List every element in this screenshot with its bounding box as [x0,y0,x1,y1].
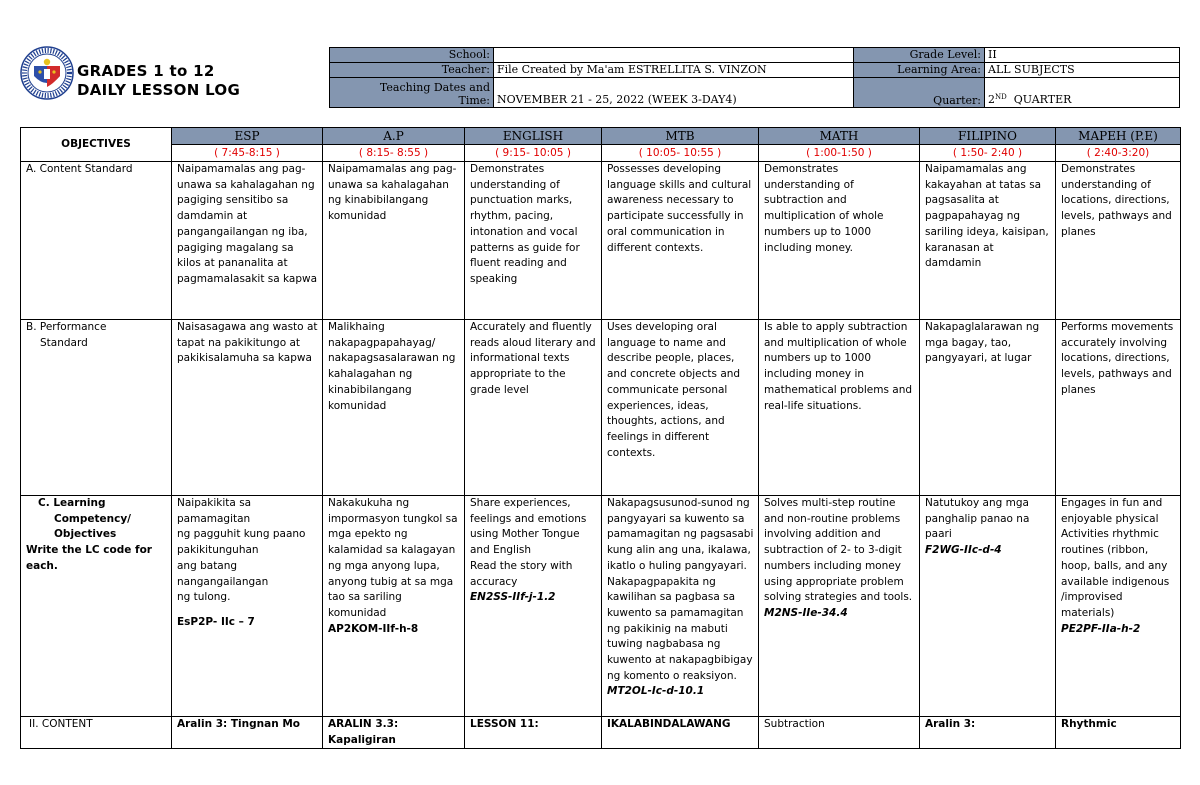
teacher-label: Teacher: [330,63,494,78]
performance-standard-math: Is able to apply subtraction and multiplication of whole numbers up to 1000 including money in mathematical problems and real-life situations. [759,320,920,496]
content-standard-filipino: Naipamamalas ang kakayahan at tatas sa pagsasalita at pagpapahayag ng sariling ideya, kaisipan, karanasan at damdamin [920,162,1056,320]
learning-competency-filipino [920,496,1056,717]
content-mapeh: Rhythmic [1056,717,1181,749]
title-line-2: DAILY LESSON LOG [77,81,241,99]
subject-header-esp: ESP [172,128,323,145]
teacher-value: File Created by Ma'am ESTRELLITA S. VINZON [494,63,854,78]
header-row-school [330,48,1180,63]
competency-text-english: Share experiences, feelings and emotions using Mother Tongue and English Read the story with accuracy [470,497,587,588]
school-label: School: [330,48,494,63]
header-row-dates [330,78,1180,108]
subject-header-english: ENGLISH [465,128,602,145]
page-title [77,62,240,100]
learning-competency-esp [172,496,323,717]
header-row-teacher [330,63,1180,78]
time-ap: ( 8:15- 8:55 ) [323,145,465,162]
competency-text-ap: Nakakukuha ng impormasyon tungkol sa mga epekto ng kalamidad sa kalagayan ng mga anyong lupa, anyong tubig at sa mga tao sa sariling komunidad [328,497,458,619]
lc-code-esp: EsP2P- IIc – 7 [177,615,255,628]
content-standard-english: Demonstrates understanding of punctuation marks, rhythm, pacing, intonation and vocal patterns as guide for fluent reading and speaking [465,162,602,320]
teaching-dates-value: NOVEMBER 21 - 25, 2022 (WEEK 3-DAY4) [494,78,854,108]
content-math: Subtraction [759,717,920,749]
learning-competency-ap [323,496,465,717]
quarter-number: 2 [988,93,995,106]
school-value [494,48,854,63]
learning-area-value: ALL SUBJECTS [985,63,1180,78]
lc-code-mtb: MT2OL-Ic-d-10.1 [607,685,705,698]
times-row [21,145,1181,162]
subject-header-mtb: MTB [602,128,759,145]
performance-standard-label-line-1: B. Performance [26,321,107,333]
content-row [21,717,1181,749]
time-mapeh: ( 2:40-3:20) [1056,145,1181,162]
subject-header-filipino: FILIPINO [920,128,1056,145]
time-math: ( 1:00-1:50 ) [759,145,920,162]
time-mtb: ( 10:05- 10:55 ) [602,145,759,162]
lc-code-math: M2NS-IIe-34.4 [764,606,848,619]
content-standard-row [21,162,1181,320]
lc-code-mapeh: PE2PF-IIa-h-2 [1061,622,1141,635]
subject-header-math: MATH [759,128,920,145]
performance-standard-mapeh: Performs movements accurately involving locations, directions, levels, pathways and planes [1056,320,1181,496]
deped-seal-logo [20,46,74,100]
teaching-dates-label [330,78,494,108]
learning-competency-mtb [602,496,759,717]
content-filipino: Aralin 3: [920,717,1056,749]
content-ap: ARALIN 3.3: Kapaligiran [323,717,465,749]
grade-level-label: Grade Level: [854,48,985,63]
content-mtb: IKALABINDALAWANG [602,717,759,749]
learning-competency-label-line-1: C. Learning [38,497,106,509]
lesson-log-table [20,127,1181,749]
performance-standard-esp: Naisasagawa ang wasto at tapat na pakikitungo at pakikisalamuha sa kapwa [172,320,323,496]
content-standard-mapeh: Demonstrates understanding of locations, directions, levels, pathways and planes [1056,162,1181,320]
teaching-dates-label-line-2: Time: [458,94,490,107]
learning-competency-label-line-3: Objectives [54,528,117,541]
learning-competency-label-line-2: Competency/ [54,512,132,525]
grade-level-value: II [985,48,1180,63]
lc-code-filipino: F2WG-IIc-d-4 [925,544,1002,557]
performance-standard-label-line-2: Standard [40,336,88,349]
quarter-label: Quarter: [854,78,985,108]
subject-header-ap: A.P [323,128,465,145]
time-english: ( 9:15- 10:05 ) [465,145,602,162]
competency-text-mtb: Nakapagsusunod-sunod ng pangyayari sa kuwento sa pamamagitan ng pagsasabi kung alin ang una, ikalawa, ikatlo o huling pangyayari. Nakapagpapakita ng kawilihan sa pagbasa sa kuwento sa pamamagitan ng pakikinig na mabuti tuwing nagbabasa ng kuwento at nakapagbibigay ng komento o reaksiyon. [607,497,754,682]
content-esp: Aralin 3: Tingnan Mo [172,717,323,749]
quarter-suffix: ND [995,93,1007,101]
lc-code-english: EN2SS-IIf-j-1.2 [470,591,556,604]
teaching-dates-label-line-1: Teaching Dates and [379,81,490,94]
learning-competency-mapeh [1056,496,1181,717]
competency-text-filipino: Natutukoy ang mga panghalip panao na paari [925,497,1030,541]
competency-text-esp: Naipakikita sa pamamagitan ng pagguhit kung paano pakikitunguhan ang batang nangangailangan ng tulong. [177,497,306,604]
learning-competency-math [759,496,920,717]
content-label: II. CONTENT [21,717,172,749]
content-standard-esp: Naipamamalas ang pag-unawa sa kahalagahan ng pagiging sensitibo sa damdamin at pangangailangan ng iba, pagiging magalang sa kilos at pananalita at pagmamalasakit sa kapwa [172,162,323,320]
header-info-table [329,47,1180,108]
title-line-1: GRADES 1 to 12 [77,62,215,80]
content-standard-mtb: Possesses developing language skills and cultural awareness necessary to participate successfully in oral communication in different contexts. [602,162,759,320]
quarter-word: QUARTER [1013,93,1072,106]
content-english: LESSON 11: [465,717,602,749]
learning-competency-row [21,496,1181,717]
learning-area-label: Learning Area: [854,63,985,78]
quarter-value [985,78,1180,108]
time-esp: ( 7:45-8:15 ) [172,145,323,162]
competency-text-math: Solves multi-step routine and non-routine problems involving addition and subtraction of 2- to 3-digit numbers including money using appropriate problem solving strategies and tools. [764,497,913,604]
learning-competency-label-line-4: Write the LC code for each. [26,544,152,572]
content-standard-label: A. Content Standard [21,162,172,320]
performance-standard-label [21,320,172,496]
content-standard-math: Demonstrates understanding of subtraction and multiplication of whole numbers up to 1000 including money. [759,162,920,320]
objectives-header: OBJECTIVES [21,128,172,162]
performance-standard-mtb: Uses developing oral language to name and describe people, places, and concrete objects and communicate personal experiences, ideas, thoughts, actions, and feelings in different contexts. [602,320,759,496]
subject-header-mapeh: MAPEH (P.E) [1056,128,1181,145]
subjects-row [21,128,1181,145]
lc-code-ap: AP2KOM-IIf-h-8 [328,622,419,635]
learning-competency-english [465,496,602,717]
learning-competency-label [21,496,172,717]
performance-standard-filipino: Nakapaglalarawan ng mga bagay, tao, pangyayari, at lugar [920,320,1056,496]
performance-standard-english: Accurately and fluently reads aloud literary and informational texts appropriate to the grade level [465,320,602,496]
deped-seal-icon [20,46,74,100]
performance-standard-ap: Malikhaing nakapagpapahayag/ nakapagsasalarawan ng kahalagahan ng kinabibilangang komunidad [323,320,465,496]
performance-standard-row [21,320,1181,496]
competency-text-mapeh: Engages in fun and enjoyable physical Activities rhythmic routines (ribbon, hoop, balls, and any available indigenous /improvised materials) [1061,497,1170,619]
content-standard-ap: Naipamamalas ang pag-unawa sa kahalagahan ng kinabibilangang komunidad [323,162,465,320]
time-filipino: ( 1:50- 2:40 ) [920,145,1056,162]
